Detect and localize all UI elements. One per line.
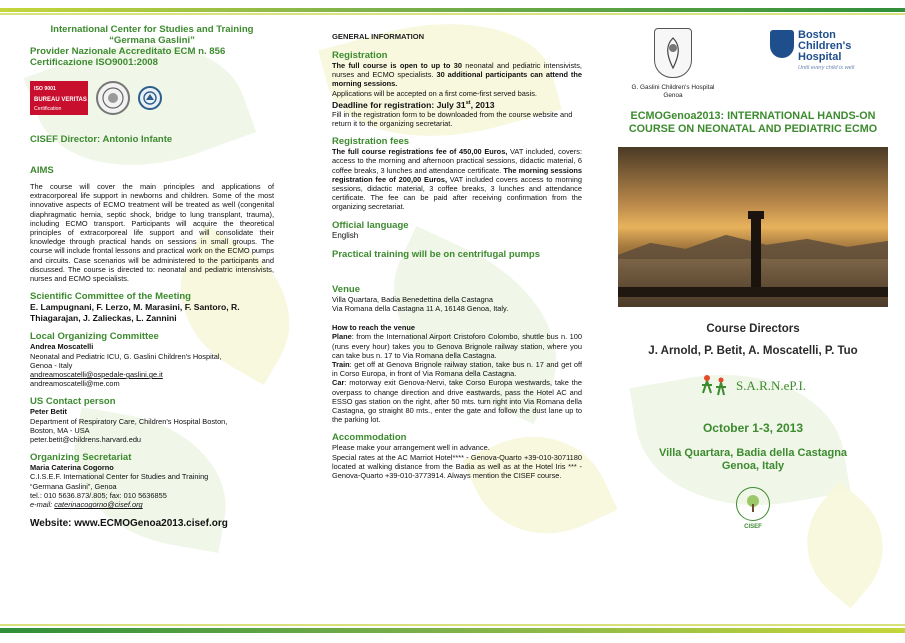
reach-plane: Plane: from the International Airport Cristoforo Colombo, shuttle bus n. 100 (runs every hour) takes you to Genova Brignole railway station, where you can take bus n. 17 to Via Romana della Castagna. [332,332,582,360]
accreditation-seal-icon [96,81,130,115]
local-committee-heading: Local Organizing Committee [30,331,159,343]
course-title: ECMOGenoa2013: INTERNATIONAL HANDS-ON COURSE ON NEONATAL AND PEDIATRIC ECMO [628,110,878,136]
aims-heading: AIMS [30,165,54,176]
venue-heading: Venue [332,283,360,295]
cisef-director: CISEF Director: Antonio Infante [30,134,173,145]
local-committee-email2[interactable]: andreamoscatelli@me.com [30,379,120,389]
sarnepi-name: S.A.R.N.eP.I. [735,377,807,393]
org-subname: “Germana Gaslini” [109,35,195,46]
course-dates: October 1-3, 2013 [702,420,804,435]
local-committee-line: Neonatal and Pediatric ICU, G. Gaslini Children's Hospital, [30,351,222,361]
venue-line: Villa Quartara, Badia Benedettina della Castagna [332,294,493,304]
course-directors-heading: Course Directors [706,322,800,335]
us-contact-heading: US Contact person [30,396,116,408]
registration-basis: Applications will be accepted on a first come-first served basis. [332,88,537,98]
venue-line: Via Romana della Castagna 11 A, 16148 Genoa, Italy. [332,304,509,314]
org-certification: Certificazione ISO9001:2008 [30,57,158,68]
general-info-heading: GENERAL INFORMATION [332,32,425,41]
accommodation-text: Please make your arrangement well in advance. Special rates at the AC Marriot Hotel**** - Genova-Quarto +39-010-3071180 located at walking distance from the Badia as well as at the Hotel Iris *** - Genova-Quarto +39-010-3773914. Always mention the CISEF course. [332,443,582,481]
aims-text: The course will cover the main principles and applications of extracorporeal life support in newborns and children. Some of the most innovative aspects of ECMO treatment will be treated as well (congenital diaphragmatic hernia, septic shock, bridge to lung transplant, trauma), including ECMO transport. Participants will acquire the theoretical principles of extracorporeal life support and will consolidate their knowledge through practical hands on sessions in small groups. The course will include frontal lessons and practical work on the ECMO pumps and circuits. Case scenarios will be administered to the participants and discussed. The course is directed to: neonatal and pediatric intensivists, nurses and ECMO specialists. [30,182,274,284]
bureau-veritas-logo: ISO 9001 BUREAU VERITAS Certification [30,81,88,115]
fees-text: The full course registrations fee of 450,00 Euros, VAT included, covers: access to the morning and afternoon practical sessions, didactic material, 6 coffee breaks, 3 lunches and attendance certificate. The morning sessions registration fee of 200,00 Euros, VAT included covers access to morning sessions, didactic material, 3 coffee breaks, 3 lunches and attendance certificate. The fee can be paid after receiving confirmation from the organizing secretariat. [332,147,582,212]
boston-shield-icon [770,30,794,58]
language-heading: Official language [332,219,409,231]
reach-car: Car: motorway exit Genova-Nervi, take Corso Europa westwards, take the overpass to change direction and drive eastwards, pass the Hotel AC and ESSO gas station on the right, after 50 mts. turn right into Via Romana della Castagna, go straight 80 mts., enter the gate and follow the dust lane up to the parking lot. [332,378,582,425]
secretariat-line: C.I.S.E.F. International Center for Studies and Training [30,472,209,482]
secretariat-name: Maria Caterina Cogorno [30,463,114,473]
local-committee-email-link[interactable]: andreamoscatelli@ospedale-gaslini.ge.it [30,370,163,380]
website-link[interactable]: Website: www.ECMOGenoa2013.cisef.org [30,518,228,530]
language-value: English [332,230,359,240]
middle-panel [332,32,582,480]
secretariat-line: “Germana Gaslini”, Genoa [30,481,117,491]
deadline: Deadline for registration: July 31st, 2013 [332,99,495,110]
accredia-logo-icon [138,86,162,110]
left-panel [30,24,274,529]
practical-training-note: Practical training will be on centrifugal pumps [332,248,540,260]
scientific-committee-heading: Scientific Committee of the Meeting [30,291,191,303]
cisef-logo [729,487,777,543]
boston-childrens-logo [770,24,888,71]
accommodation-heading: Accommodation [332,432,407,444]
gaslini-name: G. Gaslini Children's Hospital Genoa [631,84,715,99]
bottom-stripe [0,628,905,633]
secretariat-heading: Organizing Secretariat [30,452,132,464]
course-venue: Villa Quartara, Badia della Castagna Genoa, Italy [658,446,848,472]
deadline-text: Fill in the registration form to be downloaded from the course website and return it to the organizing secretariat. [332,109,573,129]
us-contact-line: Boston, MA - USA [30,425,90,435]
gaslini-emblem-icon [654,28,692,78]
cisef-label: CISEF [744,523,762,530]
sarnepi-figures-icon [700,373,730,399]
secretariat-email-link[interactable]: caterinacogorno@cisef.org [54,500,143,510]
us-contact-line: Department of Respiratory Care, Children's Hospital Boston, [30,416,228,426]
right-panel [618,24,888,543]
us-contact-email[interactable]: peter.betit@childrens.harvard.edu [30,435,142,445]
hospital-logos [618,24,888,104]
course-directors-names: J. Arnold, P. Betit, A. Moscatelli, P. Tuo [648,344,858,357]
sarnepi-logo [618,371,888,401]
gaslini-logo [618,24,728,100]
boston-tagline: Until every child is well [798,65,855,71]
secretariat-email-row: e-mail: caterinacogorno@cisef.org [30,500,143,510]
local-committee-name: Andrea Moscatelli [30,342,94,352]
bottom-stripe-thin [0,624,905,626]
us-contact-name: Peter Betit [30,407,67,417]
cisef-tree-icon [736,487,770,521]
reach-train: Train: get off at Genova Brignole railway station, take bus n. 17 and get off in Corso Europa, in front of Via Romana della Castagna. [332,360,582,379]
boston-name: Boston Children's Hospital [798,29,852,63]
local-committee-line: Genoa - Italy [30,360,73,370]
top-stripe [0,8,905,12]
org-accreditation: Provider Nazionale Accreditato ECM n. 856 [30,46,226,57]
org-name: International Center for Studies and Training [50,24,254,35]
registration-heading: Registration [332,50,388,61]
registration-text: The full course is open to up to 30 neonatal and pediatric intensivists, nurses and ECMO specialists. 30 additional participants can attend the morning sessions. [332,61,583,89]
reach-heading: How to reach the venue [332,323,415,333]
fees-heading: Registration fees [332,136,410,148]
top-stripe-thin [0,13,905,15]
secretariat-line: tel.: 010 5636.873/.805; fax: 010 5636855 [30,490,167,500]
certification-logos [30,78,274,118]
genoa-lighthouse-photo [618,147,888,307]
scientific-committee-names: E. Lampugnani, F. Lerzo, M. Marasini, F. Santoro, R. Thiagarajan, J. Zalieckas, L. Zannini [30,302,240,323]
